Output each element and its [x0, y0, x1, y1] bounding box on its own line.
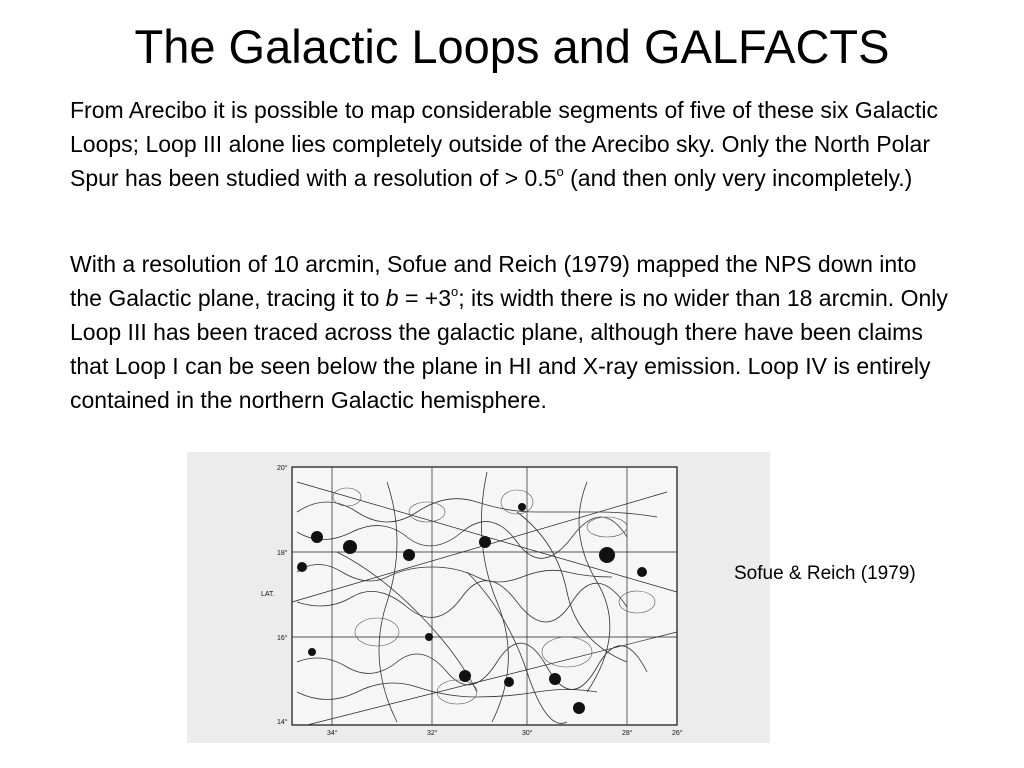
degree-superscript: o [451, 284, 459, 299]
x-tick-30: 30° [522, 730, 533, 737]
degree-superscript: o [556, 164, 564, 179]
latitude-symbol: b [385, 285, 399, 311]
latitude-value: +3 [424, 285, 452, 311]
paragraph-sofue-reich-tail: ; its width there is no wider than 18 arcmin. Only Loop III has been traced across the galactic plane, although there have been claims that Loop I can be seen below the plane in HI and X-ray emission. Loop IV is entirely contained in the northern Galactic hemisphere. [70, 285, 948, 413]
x-tick-26: 26° [672, 730, 683, 737]
radio-contour-map [187, 452, 770, 743]
x-tick-34: 34° [327, 730, 338, 737]
paragraph-arecibo [70, 93, 950, 195]
figure-caption: Sofue & Reich (1979) [734, 563, 916, 584]
paragraph-arecibo-tail: (and then only very incompletely.) [563, 165, 913, 191]
y-tick-18: 18° [277, 550, 288, 557]
paragraph-sofue-reich-text: With a resolution of 10 arcmin, Sofue and Reich (1979) mapped the NPS down into the Galactic plane, tracing it to [70, 251, 917, 311]
paragraph-arecibo-text: From Arecibo it is possible to map considerable segments of five of these six Galactic Loops; Loop III alone lies completely outside of the Arecibo sky. Only the North Polar Spur has been studied with a resolution of > 0.5 [70, 97, 939, 191]
contour-map-figure [187, 452, 770, 743]
slide-title: The Galactic Loops and GALFACTS [134, 20, 890, 73]
y-axis-label: LAT. [261, 591, 275, 598]
paragraph-sofue-reich [70, 247, 950, 417]
y-tick-16: 16° [277, 635, 288, 642]
y-tick-20: 20° [277, 465, 288, 472]
x-tick-32: 32° [427, 730, 438, 737]
equals-sign: = [398, 285, 425, 311]
x-tick-28: 28° [622, 730, 633, 737]
y-tick-14: 14° [277, 719, 288, 726]
